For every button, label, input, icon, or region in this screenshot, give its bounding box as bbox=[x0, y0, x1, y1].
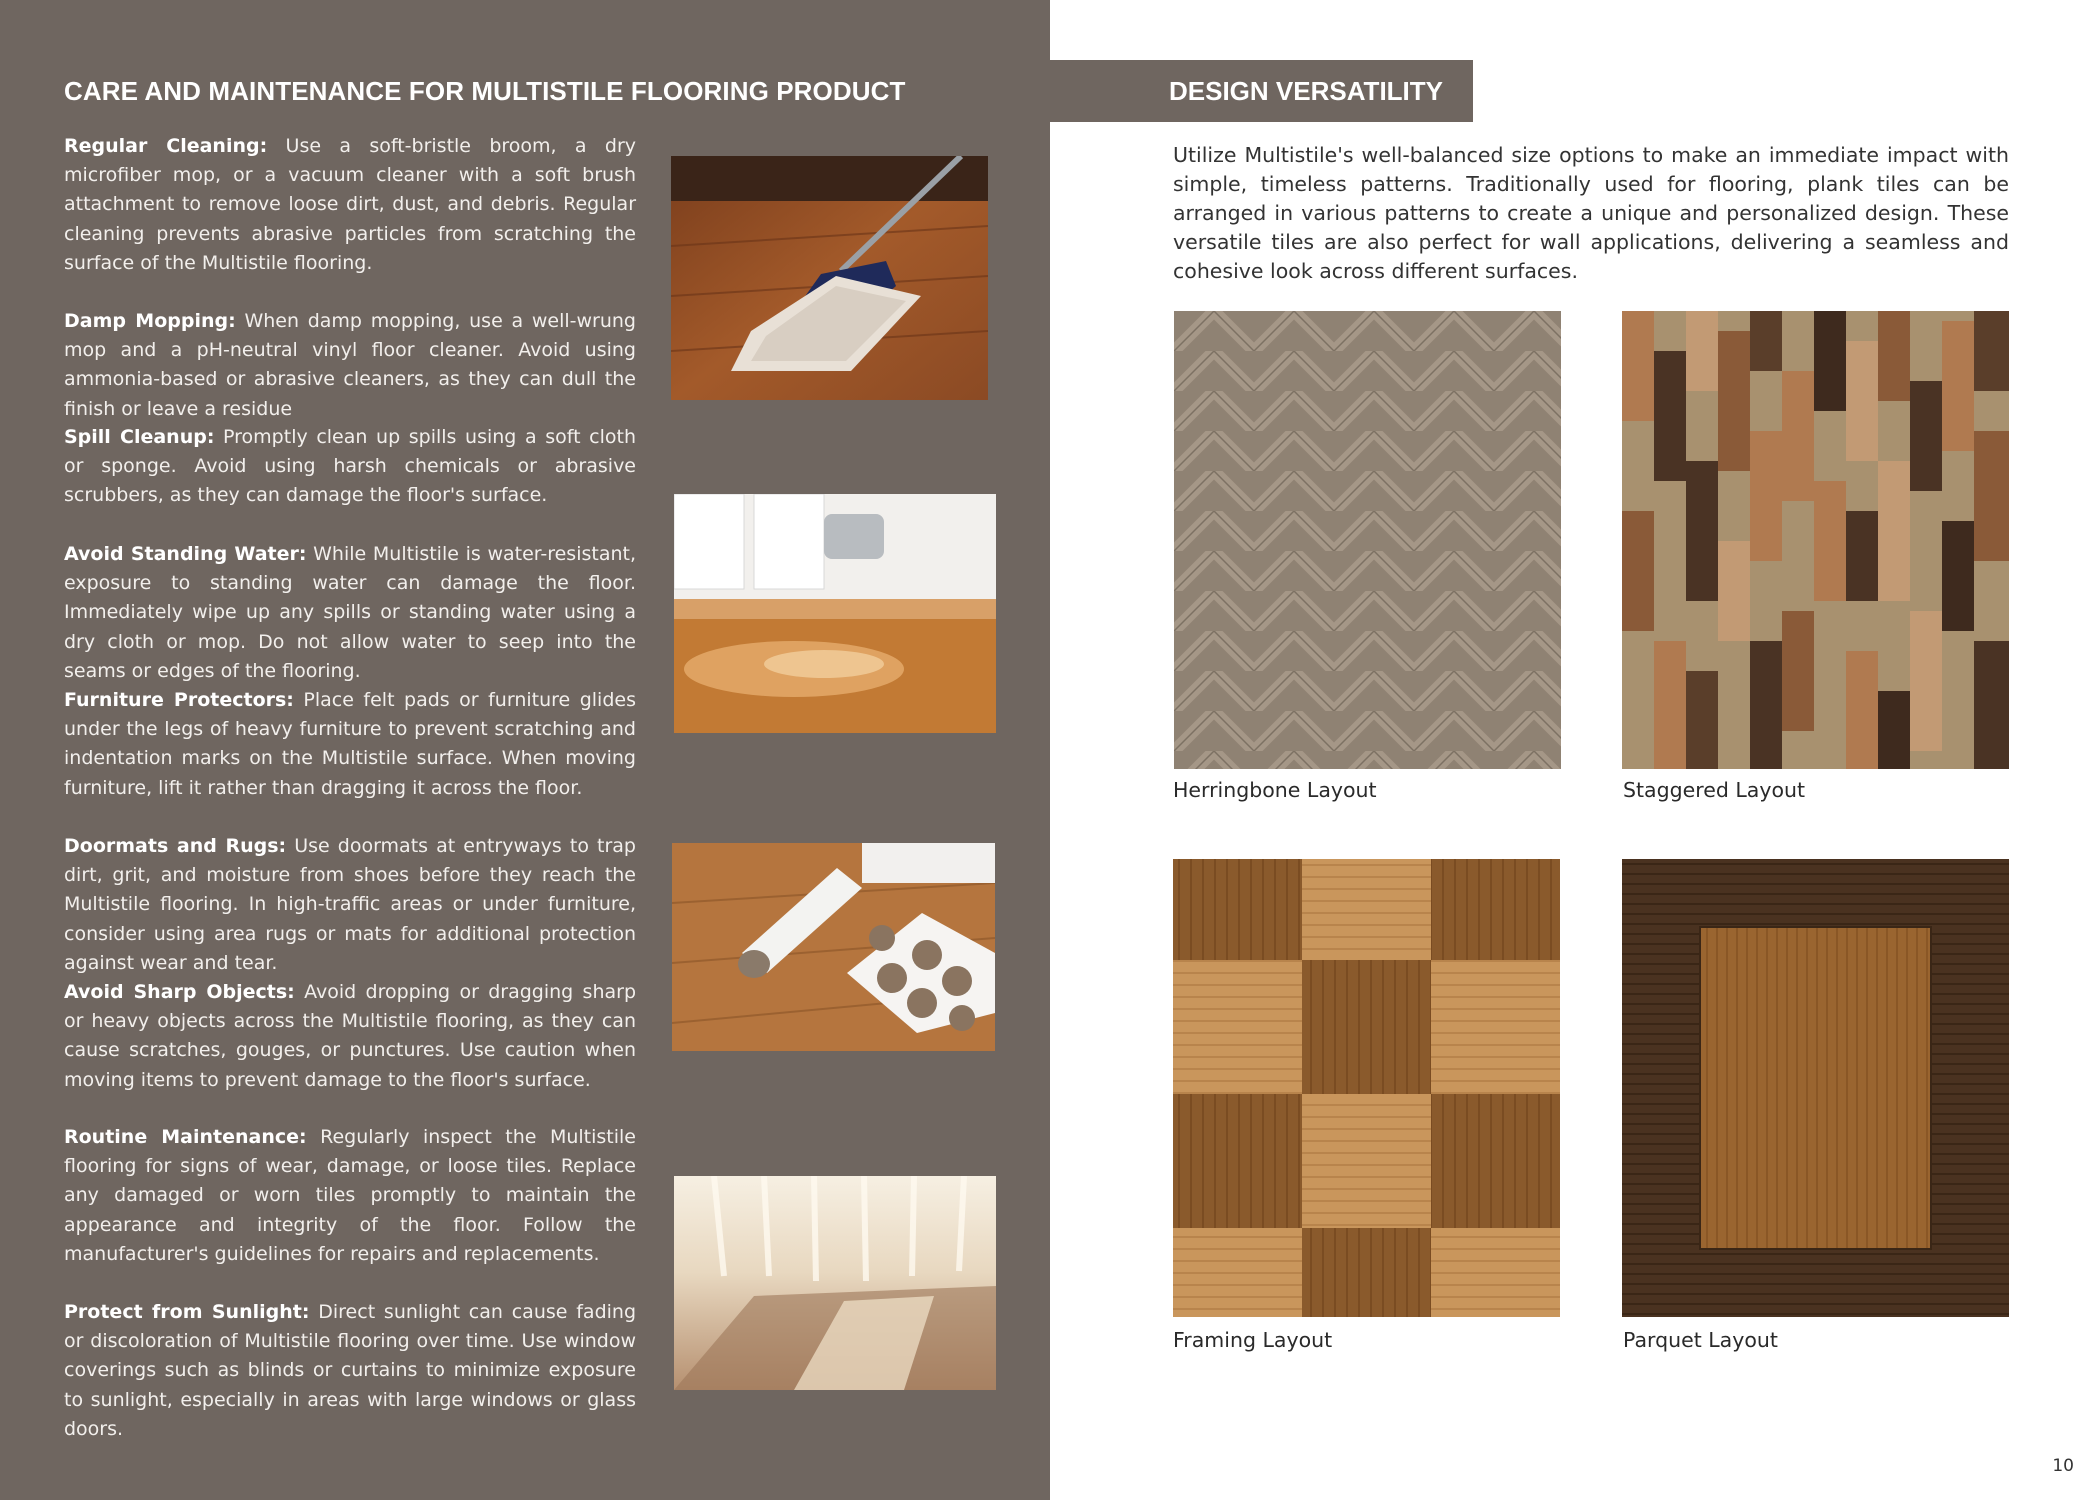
page-number: 10 bbox=[2052, 1456, 2074, 1476]
staggered-swatch bbox=[1622, 311, 2009, 769]
care-item-damp-mopping: Damp Mopping: When damp mopping, use a well-wrung mop and a pH-neutral vinyl floor cleaner. Avoid using ammonia-based or abrasive cleaners, as they can dull the finish or leave a residue bbox=[64, 310, 636, 420]
framing-caption: Framing Layout bbox=[1173, 1328, 1333, 1352]
care-item-routine-maintenance: Routine Maintenance: Regularly inspect the Multistile flooring for signs of wear, damage, or loose tiles. Replace any damaged or worn tiles promptly to maintain the appearance and integrity of the floor. Follow the manufacturer's guidelines for repairs and replacements. bbox=[64, 1126, 636, 1265]
care-item-standing-water: Avoid Standing Water: While Multistile is water-resistant, exposure to standing water can damage the floor. Immediately wipe up any spills or standing water using a dry cloth or mop. Do not allow water to seep into the seams or edges of the flooring. bbox=[64, 543, 636, 682]
care-title: CARE AND MAINTENANCE FOR MULTISTILE FLOORING PRODUCT bbox=[64, 76, 906, 106]
design-title: DESIGN VERSATILITY bbox=[1169, 76, 1443, 106]
care-item-spill-cleanup: Spill Cleanup: Promptly clean up spills using a soft cloth or sponge. Avoid using harsh chemicals or abrasive scrubbers, as they can damage the floor's surface. bbox=[64, 426, 636, 507]
herringbone-caption: Herringbone Layout bbox=[1173, 778, 1377, 802]
standing-water-photo bbox=[674, 494, 996, 733]
care-item-regular-cleaning: Regular Cleaning: Use a soft-bristle broom, a dry microfiber mop, or a vacuum cleaner with a soft brush attachment to remove loose dirt, dust, and debris. Regular cleaning prevents abrasive particles from scratching the surface of the Multistile flooring. bbox=[64, 135, 637, 274]
design-intro: Utilize Multistile's well-balanced size options to make an immediate impact with simple, timeless patterns. Traditionally used for flooring, plank tiles can be arranged in various patterns to create a unique and personalized design. These versatile tiles are also perfect for wall applications, delivering a seamless and cohesive look across different surfaces. bbox=[1173, 143, 2009, 283]
parquet-swatch bbox=[1622, 859, 2009, 1317]
felt-pads-photo bbox=[672, 843, 995, 1051]
staggered-caption: Staggered Layout bbox=[1623, 778, 1806, 802]
sunlight-photo bbox=[674, 1176, 996, 1390]
parquet-caption: Parquet Layout bbox=[1623, 1328, 1778, 1352]
care-item-sharp-objects: Avoid Sharp Objects: Avoid dropping or dragging sharp or heavy objects across the Multistile flooring, as they can cause scratches, gouges, or punctures. Use caution when moving items to prevent damage to the floor's surface. bbox=[64, 981, 637, 1091]
mop-photo bbox=[671, 156, 988, 400]
care-item-doormats-rugs: Doormats and Rugs: Use doormats at entryways to trap dirt, grit, and moisture from shoes before they reach the Multistile flooring. In high-traffic areas or under furniture, consider using area rugs or mats for additional protection against wear and tear. bbox=[64, 835, 636, 974]
herringbone-swatch bbox=[1174, 311, 1561, 769]
care-item-furniture-protectors: Furniture Protectors: Place felt pads or furniture glides under the legs of heavy furniture to prevent scratching and indentation marks on the Multistile surface. When moving furniture, lift it rather than dragging it across the floor. bbox=[64, 689, 636, 799]
care-item-sunlight: Protect from Sunlight: Direct sunlight can cause fading or discoloration of Multistile flooring over time. Use window coverings such as blinds or curtains to minimize exposure to sunlight, especially in areas with large windows or glass doors. bbox=[64, 1301, 637, 1440]
framing-swatch bbox=[1173, 859, 1560, 1317]
